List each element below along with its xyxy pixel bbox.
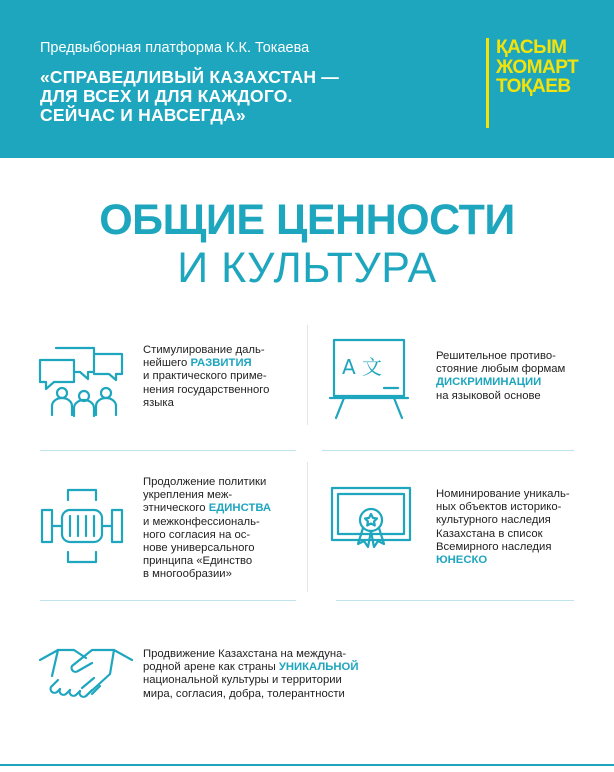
- page-title-sub: И КУЛЬТУРА: [177, 244, 437, 292]
- row-divider: [40, 450, 296, 451]
- slogan-line: СЕЙЧАС И НАВСЕГДА»: [40, 105, 246, 125]
- highlight-keyword: УНИКАЛЬНОЙ: [278, 661, 359, 674]
- item-line: Казахстана в список: [436, 527, 543, 540]
- item-line: Решительное противо-: [436, 350, 556, 362]
- speech-bubbles-people-icon: [38, 340, 128, 418]
- highlight-keyword: РАЗВИТИЯ: [190, 357, 252, 370]
- row-divider: [336, 600, 574, 601]
- certificate-award-icon: [330, 484, 414, 564]
- page-title: ОБЩИЕ ЦЕННОСТИ: [99, 196, 515, 244]
- header-banner: [0, 0, 614, 158]
- item-line: принципа «Единство: [143, 555, 253, 568]
- item-text-development: [143, 344, 269, 410]
- logo-line: ТОҚАЕВ: [496, 76, 571, 97]
- unity-hands-icon: [38, 486, 128, 566]
- campaign-slogan: [40, 68, 440, 125]
- item-text-international: [143, 648, 358, 701]
- item-line: мира, согласия, добра, толерантности: [143, 687, 345, 700]
- item-line: Номинирование уникаль-: [436, 488, 570, 500]
- item-text-unesco: [436, 488, 570, 567]
- item-line: и практического приме-: [143, 370, 267, 383]
- item-line: Продвижение Казахстана на междуна-: [143, 648, 347, 660]
- logo-divider: [486, 38, 489, 128]
- item-line: ных объектов историко-: [436, 501, 562, 514]
- item-line: на языковой основе: [436, 389, 541, 402]
- row-divider: [322, 450, 574, 451]
- highlight-keyword: ЕДИНСТВА: [208, 502, 272, 515]
- slogan-line: ДЛЯ ВСЕХ И ДЛЯ КАЖДОГО.: [40, 86, 293, 106]
- item-line: [143, 357, 269, 370]
- slogan-line: «СПРАВЕДЛИВЫЙ КАЗАХСТАН —: [40, 67, 339, 87]
- item-line: ЮНЕСКО: [436, 554, 488, 567]
- item-line: [143, 661, 358, 674]
- item-line: ного согласия на ос-: [143, 528, 251, 541]
- item-line: в многообразии»: [143, 568, 232, 581]
- item-line-text: этнического: [143, 502, 209, 515]
- footer-rule: [0, 764, 614, 766]
- item-line: стояние любым формам: [436, 363, 566, 376]
- row-divider: [40, 600, 296, 601]
- item-line: [143, 502, 271, 515]
- item-line: укрепления меж-: [143, 489, 233, 502]
- logo-line: ЖОМАРТ: [496, 56, 579, 78]
- item-line-text: нейшего: [143, 357, 191, 370]
- item-line: и межконфессиональ-: [143, 515, 260, 528]
- item-line-text: родной арене как страны: [143, 661, 279, 674]
- item-line: нове универсального: [143, 542, 255, 555]
- item-text-discrimination: [436, 350, 565, 403]
- board-text: A 文: [342, 355, 383, 379]
- item-line: национальной культуры и территории: [143, 674, 342, 687]
- item-text-unity: [143, 476, 271, 582]
- item-line: ДИСКРИМИНАЦИИ: [436, 376, 542, 389]
- item-line: нения государственного: [143, 383, 270, 396]
- item-line: культурного наследия: [436, 514, 551, 527]
- item-line: Продолжение политики: [143, 476, 267, 488]
- item-line: языка: [143, 396, 174, 409]
- column-divider: [307, 325, 308, 425]
- language-board-icon: [328, 336, 414, 420]
- logo-line: ҚАСЫМ: [496, 37, 567, 58]
- candidate-logo: [496, 38, 578, 97]
- column-divider: [307, 462, 308, 592]
- item-line: Всемирного наследия: [436, 540, 552, 553]
- item-line: Стимулирование даль-: [143, 344, 265, 356]
- platform-subtitle: Предвыборная платформа К.К. Токаева: [40, 40, 310, 56]
- handshake-icon: [38, 636, 134, 708]
